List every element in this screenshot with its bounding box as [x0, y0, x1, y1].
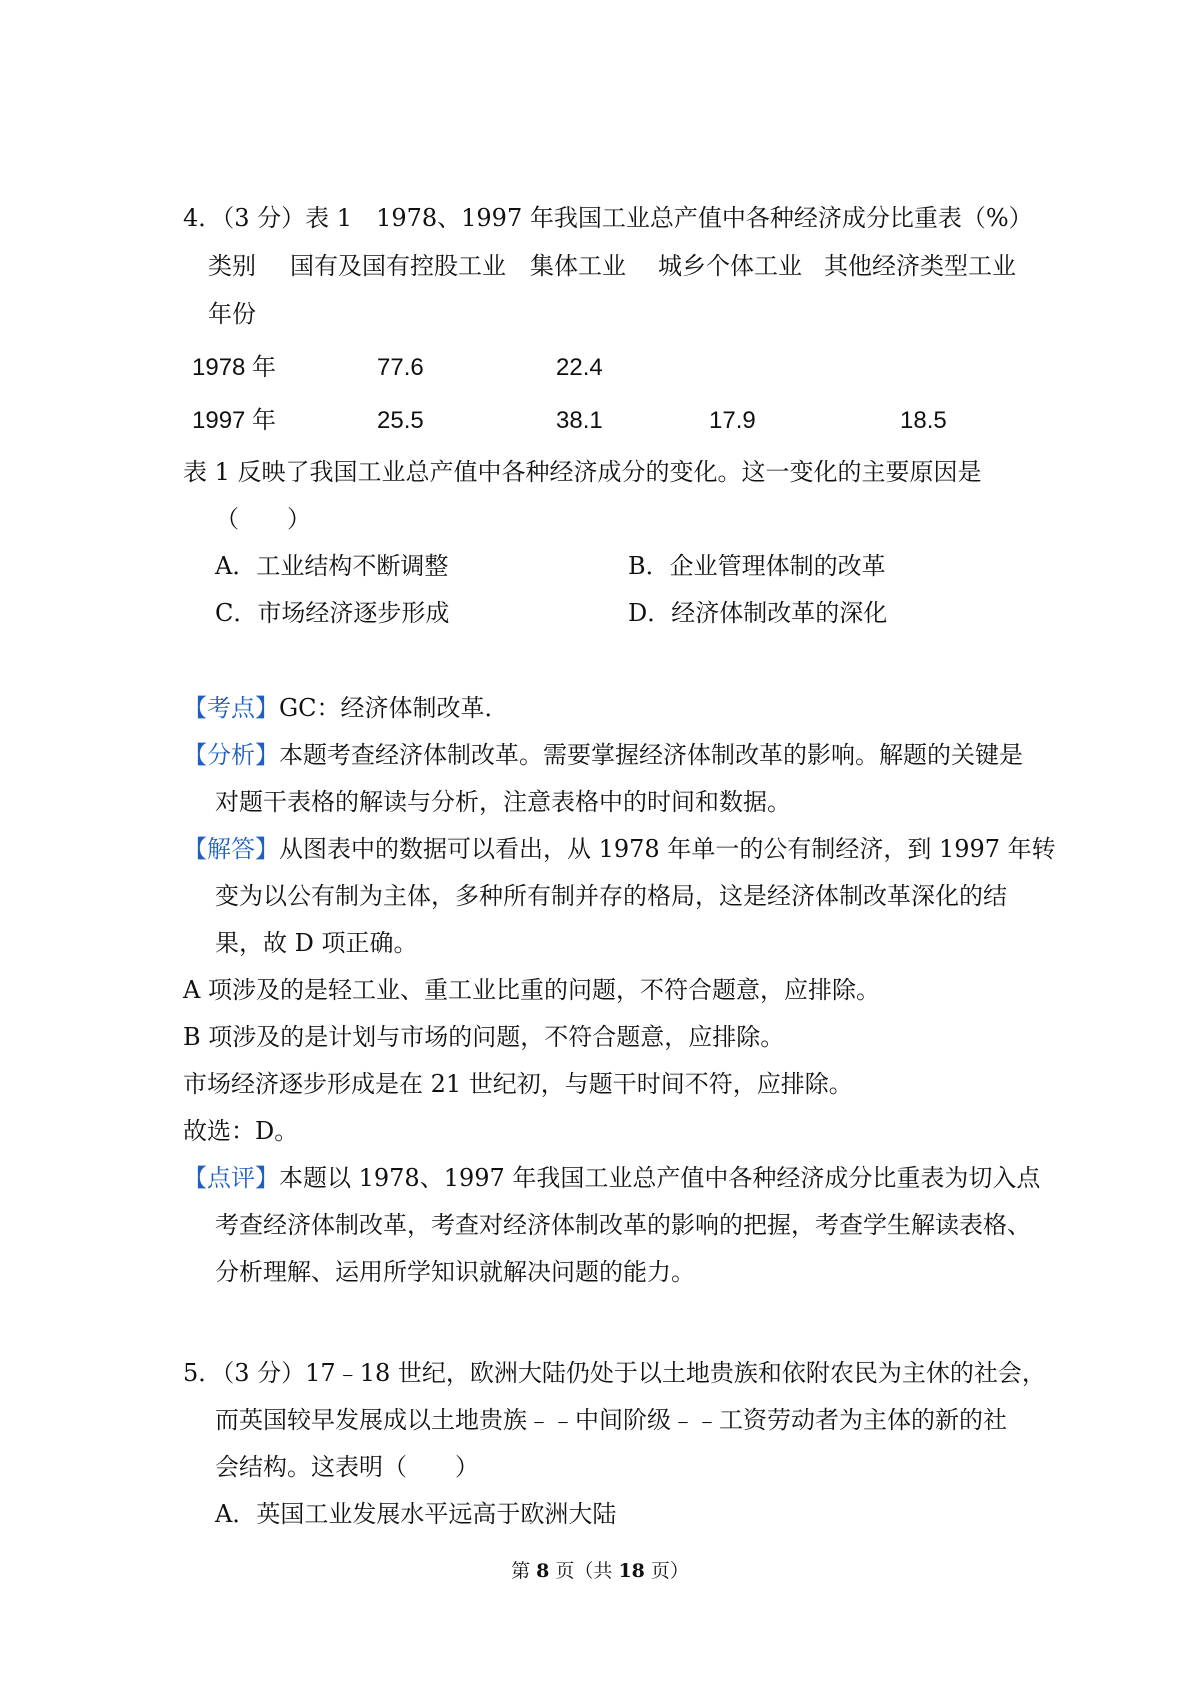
dianping-text-continued: 分析理解、运用所学知识就解决问题的能力。 [215, 1258, 695, 1286]
table-cell: 18.5 [900, 407, 947, 434]
fenxi-text: 本题考查经济体制改革。需要掌握经济体制改革的影响。解题的关键是 [279, 741, 1023, 769]
jieda-text-continued: 果，故 D 项正确。 [215, 929, 418, 957]
explanation-b: B 项涉及的是计划与市场的问题，不符合题意，应排除。 [183, 1023, 785, 1051]
jieda-line [183, 833, 1056, 865]
table-row-year: 1978 年 [192, 354, 277, 381]
table-column-header: 国有及国有控股工业 [290, 252, 506, 280]
table-header-year: 年份 [208, 300, 256, 328]
q4-option-a: A．工业结构不断调整 [215, 552, 449, 580]
q4-question-line: 4．（3 分）表 1 1978、1997 年我国工业总产值中各种经济成分比重表（%） [183, 204, 1033, 232]
footer-middle: 页（共 [549, 1560, 619, 1582]
kaodian-text: GC：经济体制改革． [279, 694, 509, 722]
table-column-header: 城乡个体工业 [658, 252, 802, 280]
jieda-text: 从图表中的数据可以看出，从 1978 年单一的公有制经济，到 1997 年转 [279, 835, 1056, 863]
q4-stem-blank: （ ） [215, 505, 311, 533]
explanation-a: A 项涉及的是轻工业、重工业比重的问题，不符合题意，应排除。 [183, 976, 880, 1004]
table-column-header: 集体工业 [530, 252, 626, 280]
explanation-c: 市场经济逐步形成是在 21 世纪初，与题干时间不符，应排除。 [183, 1070, 853, 1098]
table-row-year: 1997 年 [192, 407, 277, 434]
table-cell: 25.5 [377, 407, 424, 434]
fenxi-tag: 【分析】 [183, 741, 279, 769]
kaodian-line [183, 692, 509, 724]
q4-option-d: D．经济体制改革的深化 [628, 599, 888, 627]
table-header-category: 类别 [208, 252, 256, 280]
q5-question-line: 5．（3 分）17﹣18 世纪，欧洲大陆仍处于以土地贵族和依附农民为主休的社会， [183, 1359, 1046, 1387]
dianping-line [183, 1162, 1040, 1194]
q4-option-c: C．市场经济逐步形成 [215, 599, 450, 627]
q5-question-line: 而英国较早发展成以土地贵族﹣﹣中间阶级﹣﹣工资劳动者为主体的新的社 [215, 1406, 1007, 1434]
kaodian-tag: 【考点】 [183, 694, 279, 722]
jieda-tag: 【解答】 [183, 835, 279, 863]
table-cell: 17.9 [709, 407, 756, 434]
table-cell: 38.1 [556, 407, 603, 434]
dianping-text-continued: 考查经济体制改革，考查对经济体制改革的影响的把握，考查学生解读表格、 [215, 1211, 1031, 1239]
page-number: 8 [536, 1560, 550, 1582]
jieda-text-continued: 变为以公有制为主体，多种所有制并存的格局，这是经济体制改革深化的结 [215, 882, 1007, 910]
answer-line: 故选：D。 [183, 1117, 299, 1145]
q5-option-a: A．英国工业发展水平远高于欧洲大陆 [215, 1500, 617, 1528]
fenxi-text-continued: 对题干表格的解读与分析，注意表格中的时间和数据。 [215, 788, 791, 816]
footer-prefix: 第 [511, 1560, 537, 1582]
page-total: 18 [618, 1560, 645, 1582]
q4-option-b: B．企业管理体制的改革 [628, 552, 886, 580]
table-cell: 22.4 [556, 354, 603, 381]
table-cell: 77.6 [377, 354, 424, 381]
q4-stem-line: 表 1 反映了我国工业总产值中各种经济成分的变化。这一变化的主要原因是 [183, 458, 982, 486]
dianping-tag: 【点评】 [183, 1164, 279, 1192]
table-column-header: 其他经济类型工业 [824, 252, 1016, 280]
fenxi-line [183, 739, 1023, 771]
page-footer [0, 1558, 1200, 1584]
q5-question-line: 会结构。这表明（ ） [215, 1453, 479, 1481]
footer-suffix: 页） [644, 1560, 689, 1582]
dianping-text: 本题以 1978、1997 年我国工业总产值中各种经济成分比重表为切入点 [279, 1164, 1041, 1192]
